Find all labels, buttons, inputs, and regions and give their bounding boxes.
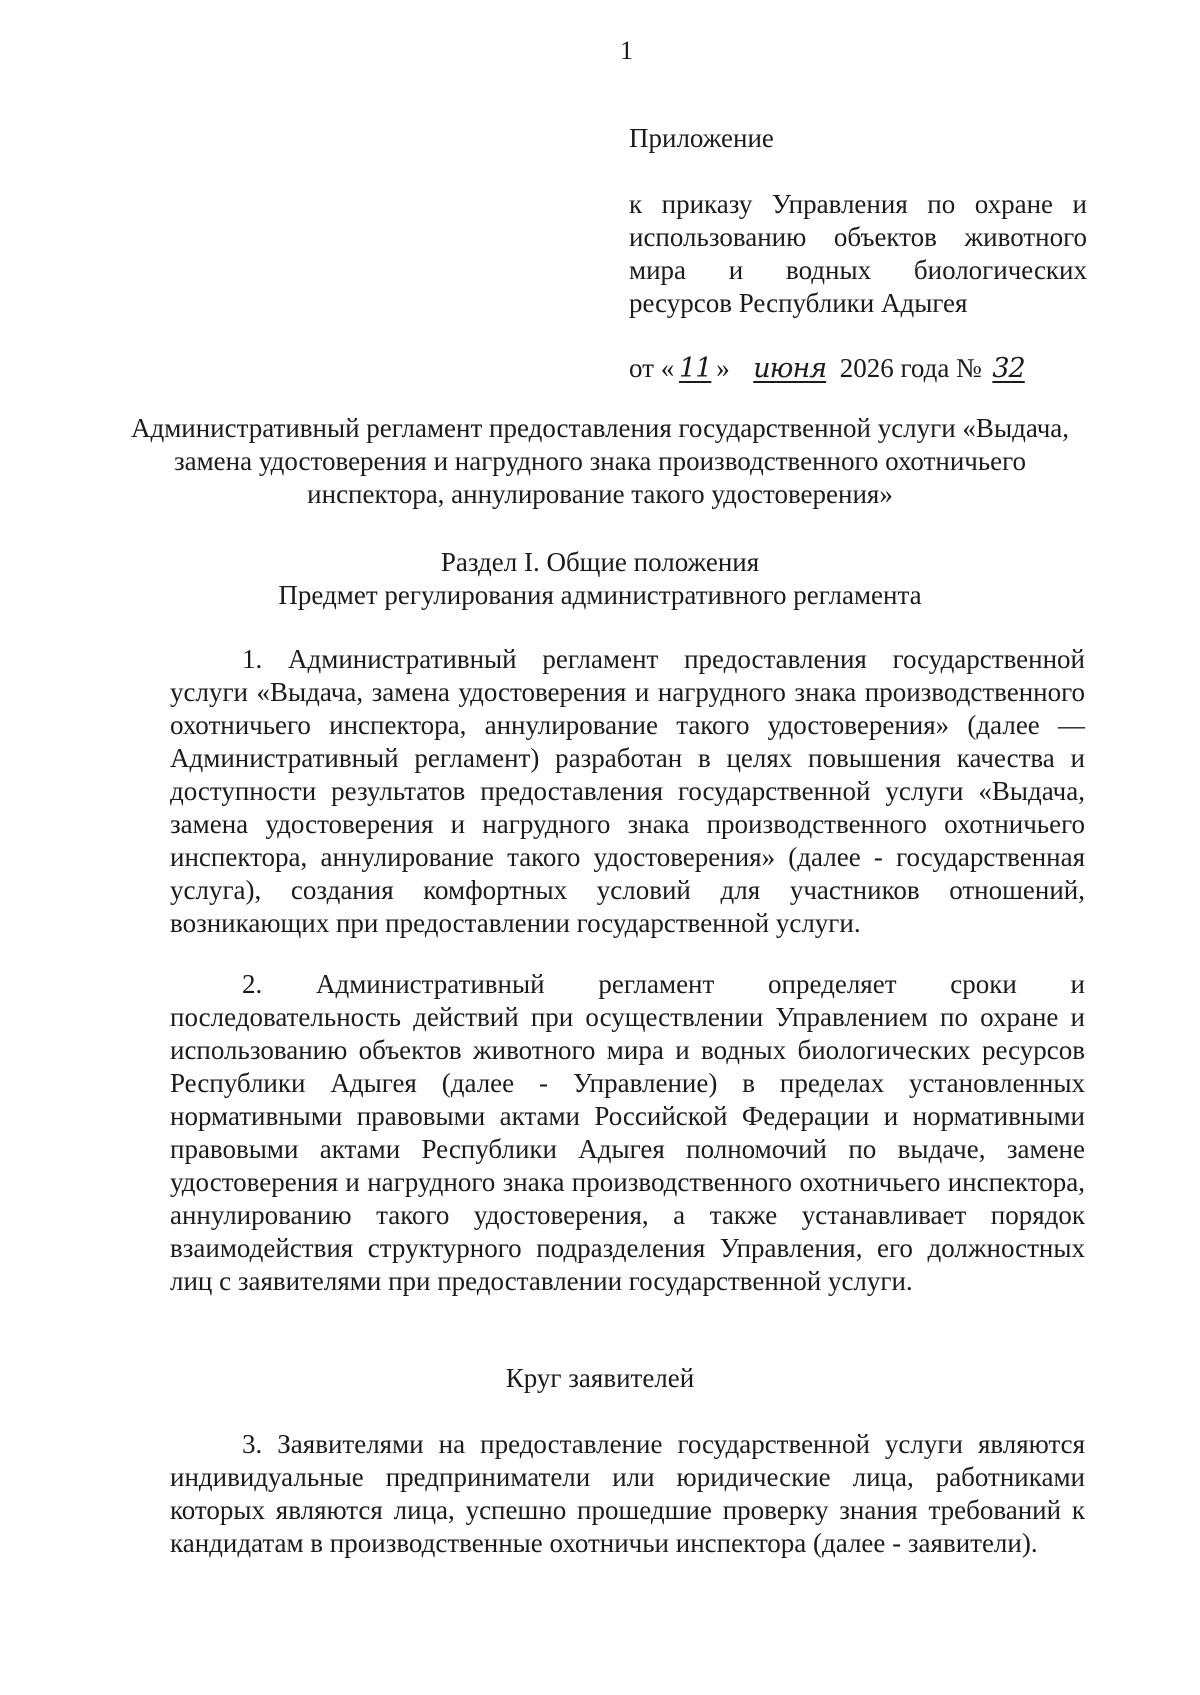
appendix-order-reference: к приказу Управления по охране и использованию объектов животного мира и водных биологических ресурсов Республики Адыгея — [629, 189, 1087, 318]
handwritten-order-number: 32 — [992, 353, 1025, 384]
handwritten-month: июня — [753, 353, 827, 384]
appendix-date-line — [629, 350, 1087, 387]
date-year-text: 2026 года № — [839, 353, 982, 383]
date-prefix: от « — [629, 353, 675, 383]
handwritten-day: 11 — [679, 353, 712, 384]
document-title: Административный регламент предоставления государственной услуги «Выдача, замена удостоверения и нагрудного знака производственного охотничьего инспектора, аннулирование такого удостоверения» — [130, 413, 1070, 509]
paragraph-1: 1. Административный регламент предоставления государственной услуги «Выдача, замена удостоверения и нагрудного знака производственного охотничьего инспектора, аннулирование такого удостоверения» (далее — Административный регламент) разработан в целях повышения качества и доступности результатов предоставления государственной услуги «Выдача, замена удостоверения и нагрудного знака производственного охотничьего инспектора, аннулирование такого удостоверения» (далее - государственная услуга), создания комфортных условий для участников отношений, возникающих при предоставлении государственной услуги. — [170, 644, 1085, 938]
page-number: 1 — [620, 36, 633, 65]
subsection-heading: Предмет регулирования административного регламента — [278, 580, 922, 610]
appendix-block — [629, 118, 1087, 384]
applicants-heading: Круг заявителей — [505, 1363, 695, 1393]
appendix-title: Приложение — [629, 123, 774, 153]
paragraph-2: 2. Административный регламент определяет сроки и последовательность действий при осуществлении Управлением по охране и использованию объектов животного мира и водных биологических ресурсов Республики Адыгея (далее - Управление) в пределах установленных нормативными правовыми актами Российской Федерации и нормативными правовыми актами Республики Адыгея полномочий по выдаче, замене удостоверения и нагрудного знака производственного охотничьего инспектора, аннулированию такого удостоверения, а также устанавливает порядок взаимодействия структурного подразделения Управления, его должностных лиц с заявителями при предоставлении государственной услуги. — [170, 969, 1085, 1296]
date-day-suffix: » — [716, 353, 730, 383]
paragraph-3: 3. Заявителями на предоставление государственной услуги являются индивидуальные предприниматели или юридические лица, работниками которых являются лица, успешно прошедшие проверку знания требований к кандидатам в производственные охотничьи инспектора (далее - заявители). — [170, 1429, 1085, 1558]
section-heading: Раздел I. Общие положения — [440, 547, 760, 577]
